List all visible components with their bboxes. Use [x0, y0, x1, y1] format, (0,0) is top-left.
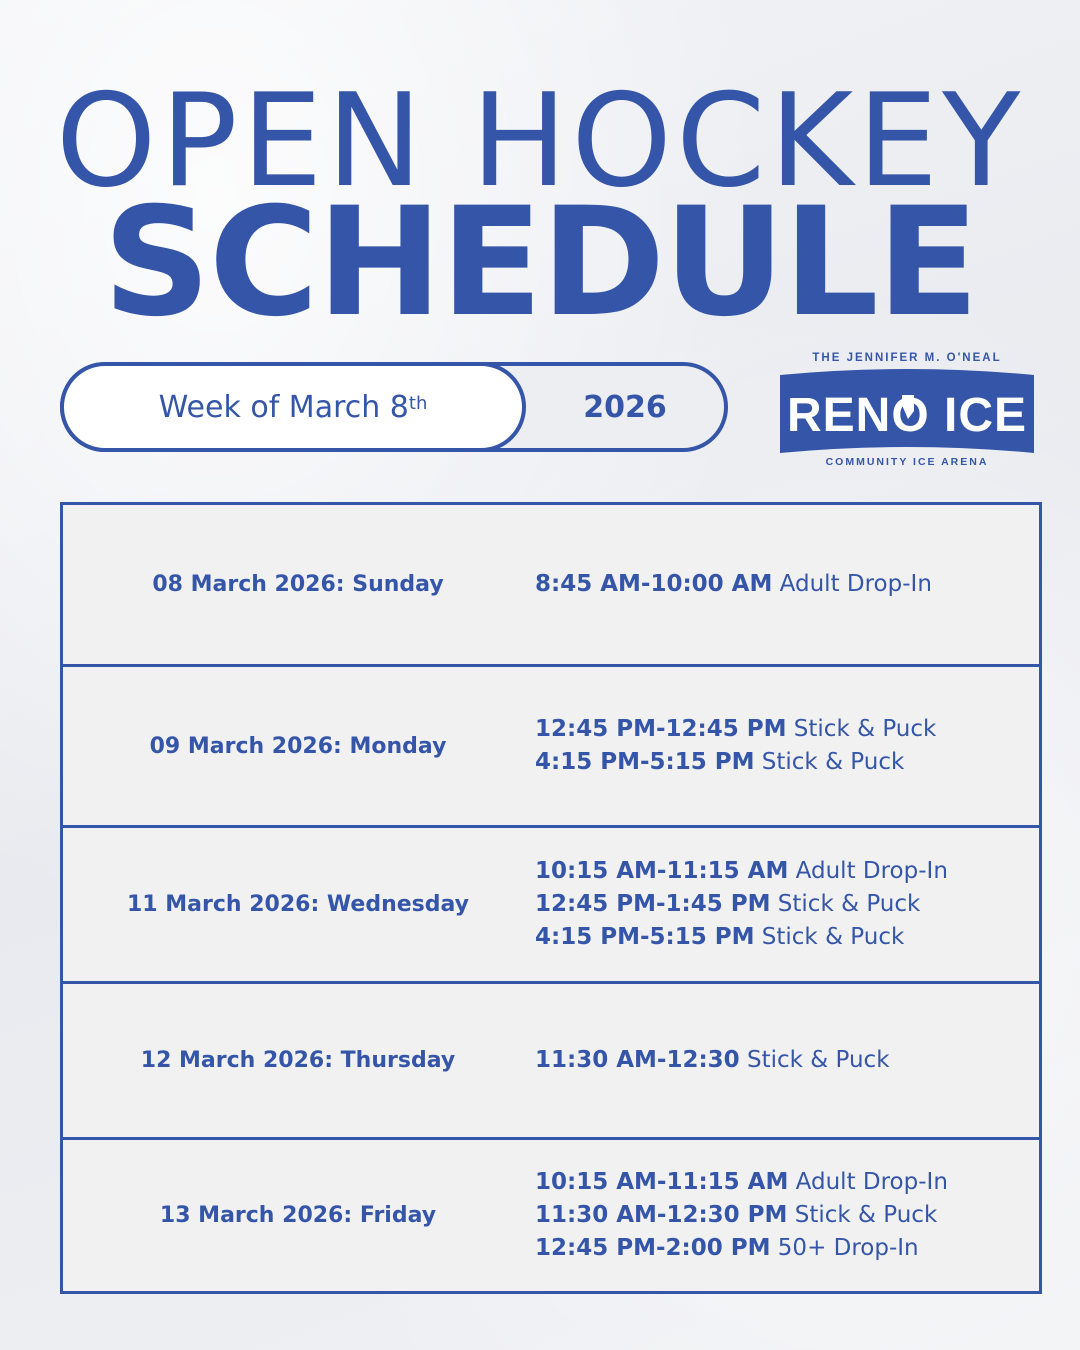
session-time: 10:15 AM-11:15 AM [535, 858, 789, 884]
session-activity: Stick & Puck [761, 749, 905, 775]
session-activity: Stick & Puck [794, 1202, 938, 1228]
row-day: 11 March 2026: Wednesday [127, 892, 469, 917]
row-day: 12 March 2026: Thursday [140, 1048, 456, 1073]
logo-top-text: THE JENNIFER M. O'NEAL [812, 352, 1002, 364]
week-label-text: Week of March 8 [158, 389, 409, 425]
session-time: 10:15 AM-11:15 AM [535, 1169, 789, 1195]
session [535, 1044, 1029, 1077]
session [535, 713, 1029, 746]
schedule-row [63, 828, 1039, 984]
session [535, 1199, 1029, 1232]
session-time: 4:15 PM-5:15 PM [535, 924, 755, 950]
session-activity: Stick & Puck [746, 1047, 890, 1073]
session-time: 8:45 AM-10:00 AM [535, 571, 773, 597]
schedule-row [63, 984, 1039, 1140]
schedule-row [63, 667, 1039, 828]
schedule-row [63, 1140, 1039, 1291]
row-day: 09 March 2026: Monday [149, 733, 447, 759]
row-sessions [535, 505, 1029, 664]
session-time: 4:15 PM-5:15 PM [535, 749, 755, 775]
reno-ice-logo [776, 345, 1038, 470]
session-activity: Adult Drop-In [779, 571, 932, 597]
session [535, 568, 1029, 601]
schedule-row [63, 505, 1039, 667]
week-label-suffix: th [408, 392, 428, 414]
session-time: 11:30 AM-12:30 PM [535, 1202, 788, 1228]
session [535, 1232, 1029, 1265]
row-day: 13 March 2026: Friday [159, 1203, 437, 1228]
session-time: 12:45 PM-2:00 PM [535, 1235, 771, 1261]
session-activity: Stick & Puck [777, 891, 921, 917]
session [535, 855, 1029, 888]
session [535, 888, 1029, 921]
session-activity: Stick & Puck [793, 716, 937, 742]
logo-name: RENO ICE [786, 389, 1028, 442]
session [535, 921, 1029, 954]
week-label [60, 362, 526, 452]
session-time: 12:45 PM-1:45 PM [535, 891, 771, 917]
session-activity: Stick & Puck [761, 924, 905, 950]
week-pill [60, 362, 728, 452]
title-line-1: OPEN HOCKEY [55, 67, 1025, 216]
row-sessions [535, 667, 1029, 825]
logo-bottom-text: COMMUNITY ICE ARENA [825, 456, 989, 468]
session [535, 1166, 1029, 1199]
row-sessions [535, 828, 1029, 981]
week-year: 2026 [583, 389, 667, 425]
session-time: 11:30 AM-12:30 [535, 1047, 740, 1073]
title-line-2: SCHEDULE [102, 176, 978, 350]
schedule-table [60, 502, 1042, 1294]
session-activity: Adult Drop-In [795, 1169, 948, 1195]
session-activity: 50+ Drop-In [777, 1235, 919, 1261]
row-day: 08 March 2026: Sunday [152, 572, 444, 597]
session-activity: Adult Drop-In [795, 858, 948, 884]
session [535, 746, 1029, 779]
row-sessions [535, 984, 1029, 1137]
session-time: 12:45 PM-12:45 PM [535, 716, 787, 742]
row-sessions [535, 1140, 1029, 1291]
